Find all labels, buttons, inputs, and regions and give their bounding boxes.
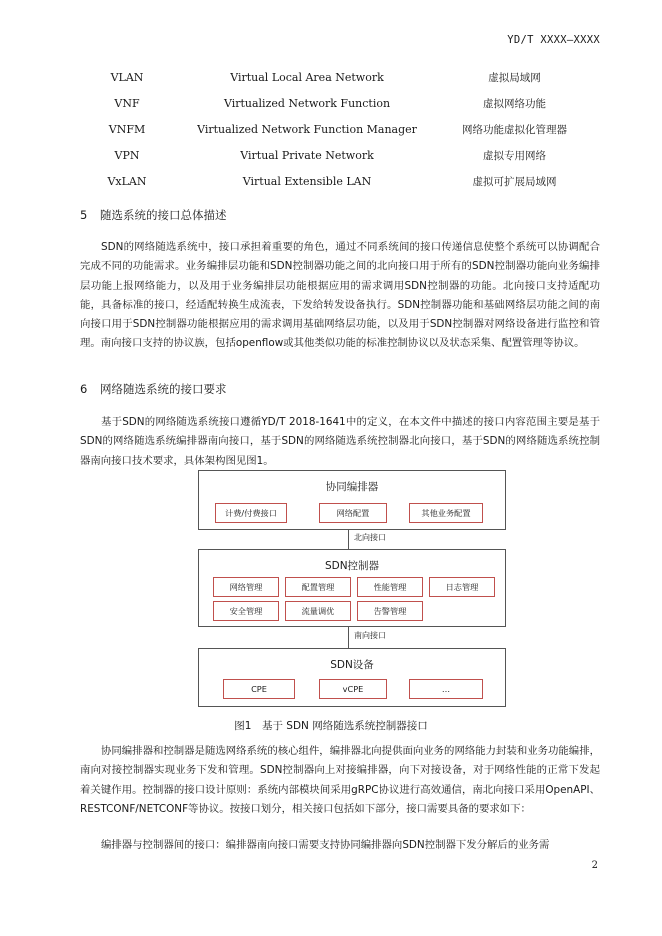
architecture-diagram	[198, 470, 506, 710]
orchestrator-layer	[198, 470, 506, 530]
body-paragraph: 协同编排器和控制器是随选网络系统的核心组件，编排器北向提供面向业务的网络能力封装和业务功能编排，南向对接控制器实现业务下发和管理。SDN控制器向上对接编排器，向下对接设备，对于网络性能的正常下发起着关键作用。控制器的接口设计原则：系统内部模块间采用gRPC协议进行高效通信，南北向接口采用OpenAPI、RESTCONF/NETCONF等协议。按接口划分，相关接口包括如下部分，接口需要具备的要求如下：	[80, 745, 600, 815]
abbr-cell: VNFM	[108, 122, 146, 136]
chinese-name-cell: 虚拟网络功能	[483, 97, 546, 110]
table-row	[72, 142, 597, 168]
table-row	[72, 90, 597, 116]
section-title: 随选系统的接口总体描述	[100, 208, 227, 222]
table-row	[72, 64, 597, 90]
chinese-name-cell: 虚拟局域网	[488, 71, 541, 84]
traffic-tuning-box: 流量调优	[285, 601, 351, 621]
body-paragraph: 编排器与控制器间的接口：编排器南向接口需要支持协同编排器向SDN控制器下发分解后的业务需	[101, 839, 550, 851]
section-number: 5	[80, 208, 88, 222]
security-management-box: 安全管理	[213, 601, 279, 621]
northbound-connector	[348, 529, 349, 549]
full-name-cell: Virtual Local Area Network	[230, 70, 384, 84]
table-row	[72, 116, 597, 142]
southbound-connector	[348, 626, 349, 648]
document-id: YD/T XXXX—XXXX	[507, 34, 600, 46]
section-5-heading	[80, 207, 227, 223]
abbr-cell: VPN	[114, 148, 140, 162]
abbr-cell: VLAN	[110, 70, 144, 84]
more-devices-box: …	[409, 679, 483, 699]
full-name-cell: Virtualized Network Function Manager	[197, 122, 417, 136]
abbreviation-table	[72, 64, 597, 194]
chinese-name-cell: 虚拟专用网络	[483, 149, 546, 162]
northbound-label: 北向接口	[354, 533, 386, 542]
full-name-cell: Virtualized Network Function	[223, 96, 391, 110]
network-management-box: 网络管理	[213, 577, 279, 597]
chinese-name-cell: 网络功能虚拟化管理器	[462, 123, 567, 136]
other-service-config-box: 其他业务配置	[409, 503, 483, 523]
section-6-paragraph: 基于SDN的网络随选系统接口遵循YD/T 2018-1641中的定义，在本文件中描述的接口内容范围主要是基于SDN的网络随选系统编排器南向接口，基于SDN的网络随选系统控制器北向接口，基于SDN的网络随选系统控制器南向接口技术要求，具体架构图见图1。	[80, 416, 600, 467]
controller-layer	[198, 549, 506, 627]
full-name-cell: Virtual Private Network	[240, 148, 374, 162]
performance-management-box: 性能管理	[357, 577, 423, 597]
figure-caption: 图1 基于 SDN 网络随选系统控制器接口	[234, 720, 428, 732]
abbr-cell: VxLAN	[107, 174, 147, 188]
cpe-box: CPE	[223, 679, 295, 699]
device-layer	[198, 648, 506, 707]
vcpe-box: vCPE	[319, 679, 387, 699]
full-name-cell: Virtual Extensible LAN	[242, 174, 372, 188]
config-management-box: 配置管理	[285, 577, 351, 597]
page-number: 2	[591, 860, 598, 871]
layer-title: 协同编排器	[325, 481, 379, 493]
log-management-box: 日志管理	[429, 577, 495, 597]
abbr-cell: VNF	[114, 96, 140, 110]
alarm-management-box: 告警管理	[357, 601, 423, 621]
table-row	[72, 168, 597, 194]
layer-title: SDN设备	[330, 659, 374, 671]
billing-interface-box: 计费/付费接口	[215, 503, 287, 523]
network-config-box: 网络配置	[319, 503, 387, 523]
southbound-label: 南向接口	[354, 631, 386, 640]
section-number: 6	[80, 382, 88, 396]
section-title: 网络随选系统的接口要求	[100, 382, 227, 396]
chinese-name-cell: 虚拟可扩展局域网	[472, 175, 557, 188]
section-5-paragraph: SDN的网络随选系统中，接口承担着重要的角色，通过不同系统间的接口传递信息使整个系统可以协调配合完成不同的功能需求。业务编排层功能和SDN控制器功能之间的北向接口用于所有的SDN控制器功能向业务编排层功能上报网络能力，以及用于业务编排层功能根据应用的需求调用SDN控制器的功能。北向接口支持适配功能，具备标准的接口，经适配转换生成流表，下发给转发设备执行。SDN控制器功能和基础网络层功能之间的南向接口用于SDN控制器功能根据应用的需求调用基础网络层功能，以及用于SDN控制器对网络设备进行监控和管理。南向接口支持的协议族，包括openflow或其他类似功能的标准控制协议以及状态采集、配置管理等协议。	[80, 241, 600, 350]
layer-title: SDN控制器	[324, 560, 380, 572]
section-6-heading	[80, 381, 227, 397]
